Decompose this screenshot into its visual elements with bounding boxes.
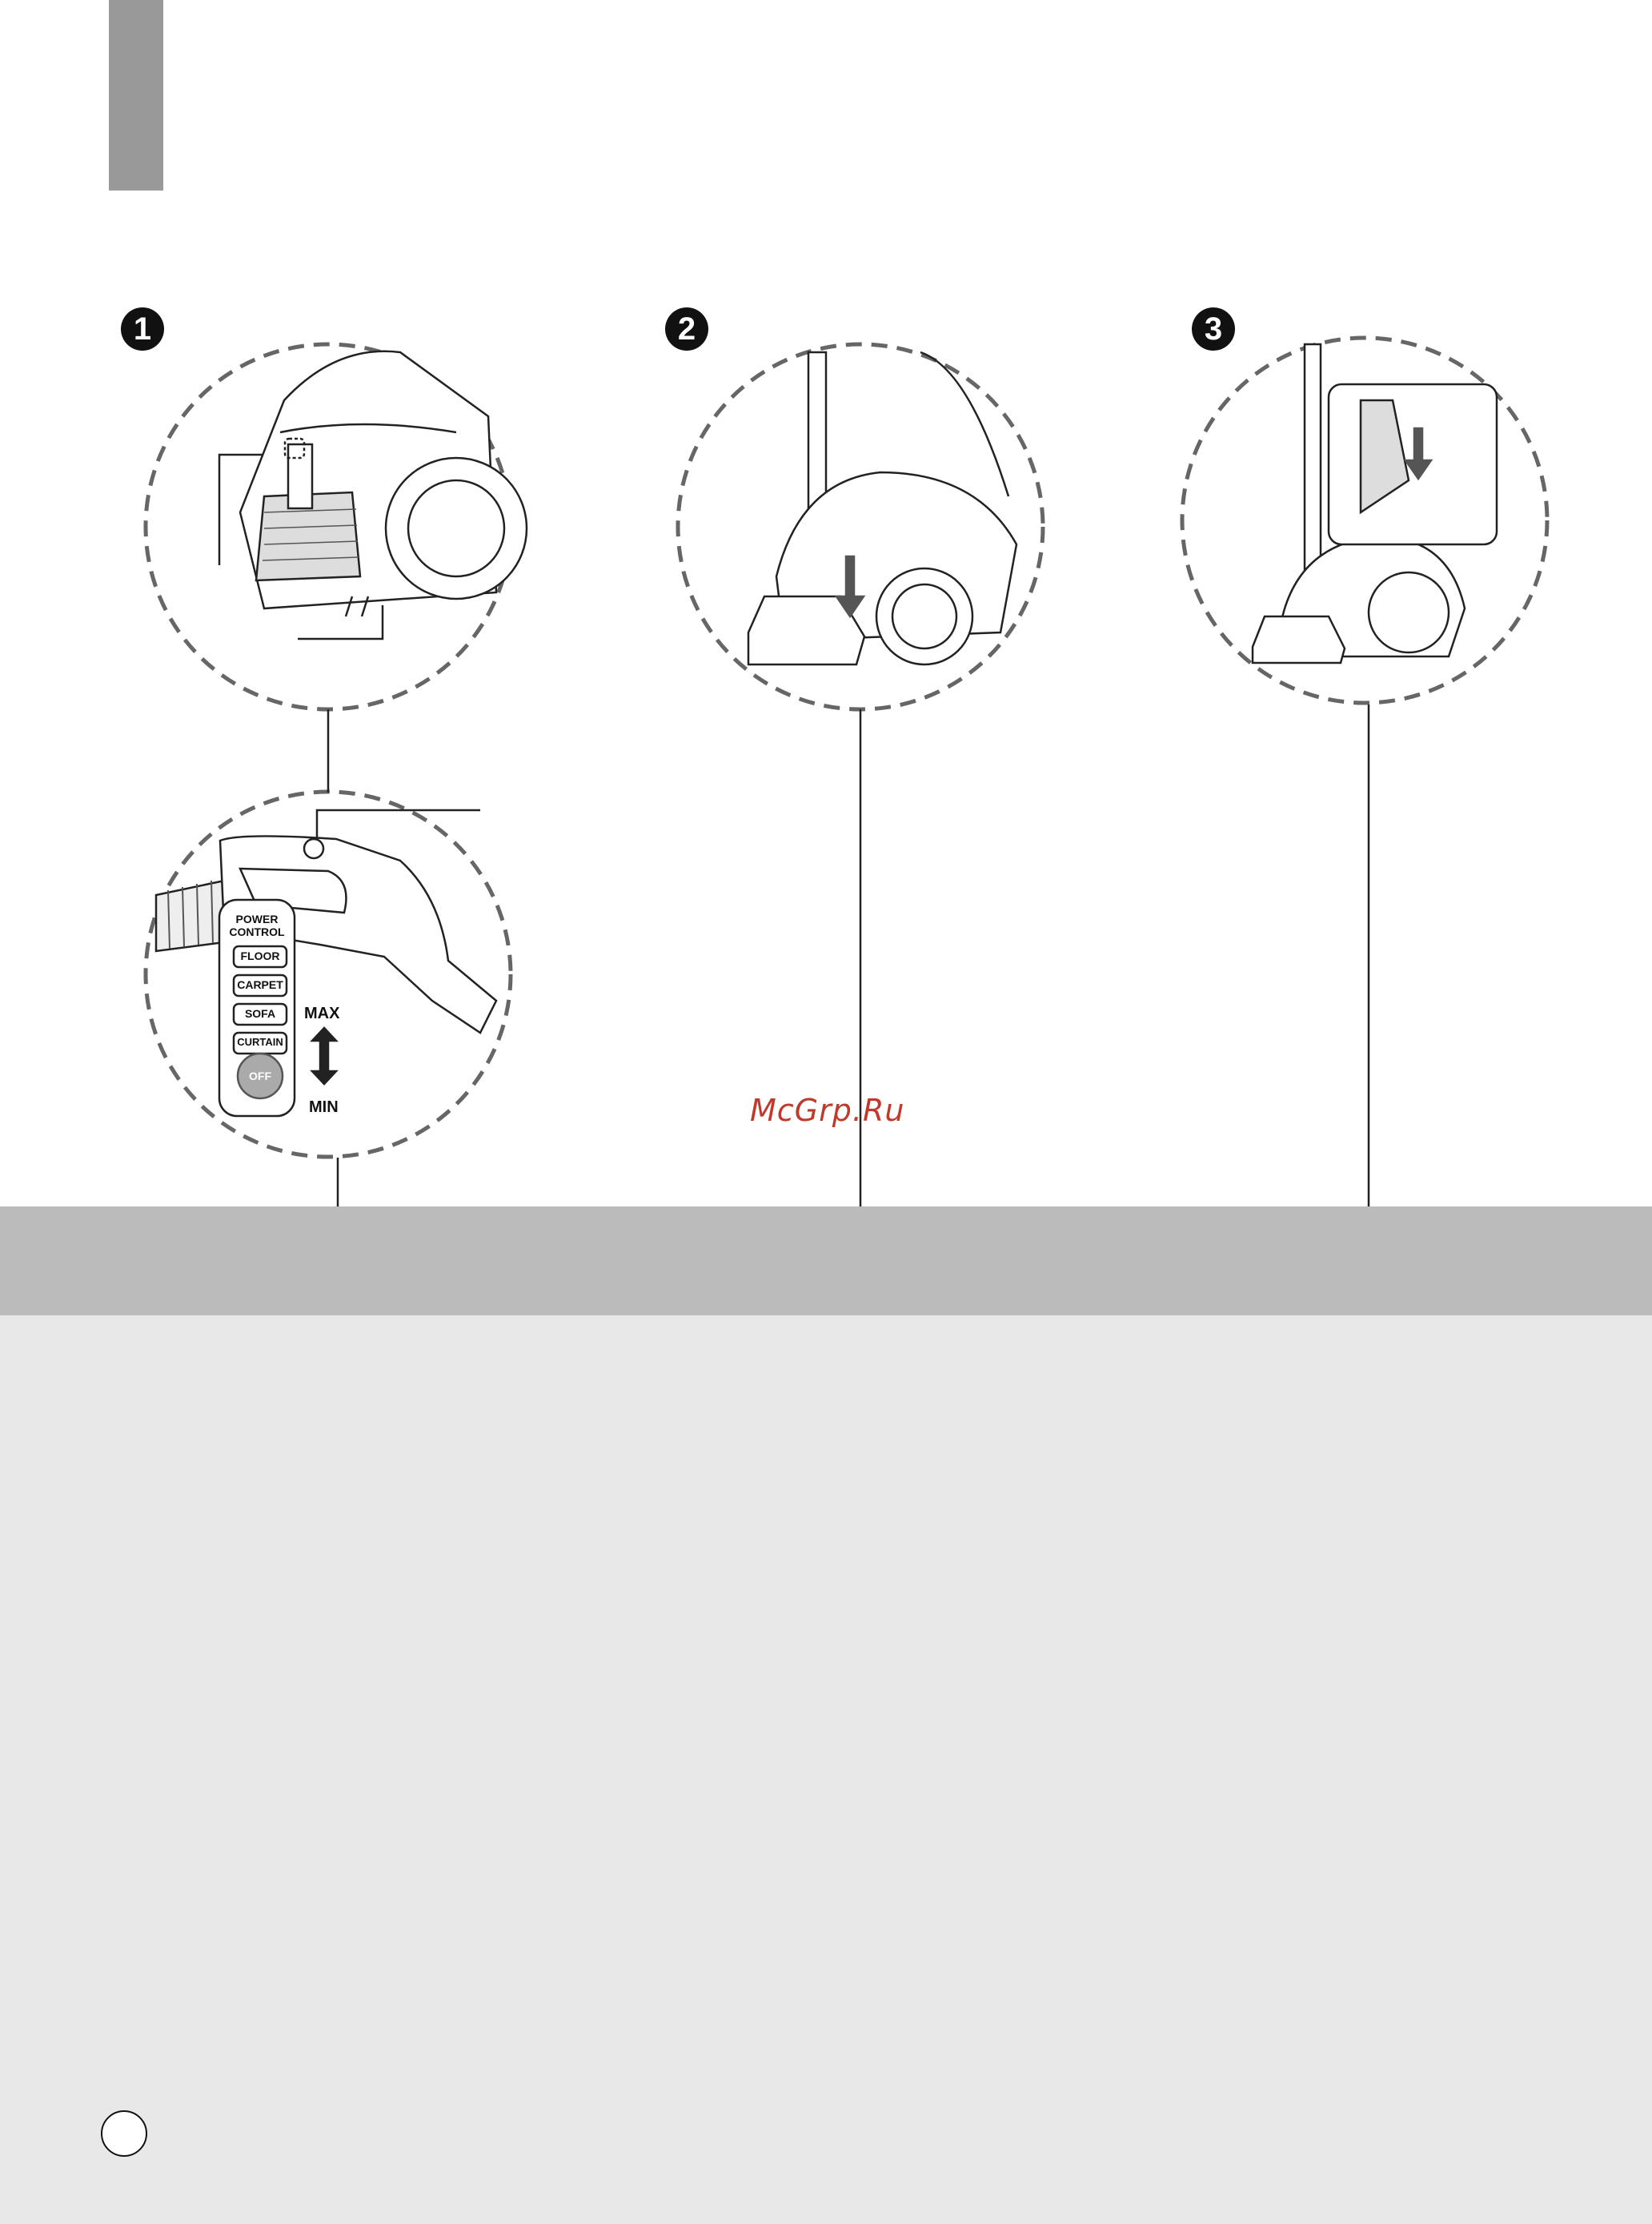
off-button-label: OFF: [249, 1070, 271, 1082]
sofa-button-label: SOFA: [244, 1007, 276, 1020]
step-3-badge: 3: [1192, 307, 1235, 351]
vacuum-nozzle-park-illustration: [748, 352, 1016, 664]
carpet-button-label: CARPET: [237, 978, 283, 991]
max-label: MAX: [304, 1005, 340, 1022]
watermark: McGrp.Ru: [750, 1093, 905, 1128]
min-label: MIN: [309, 1098, 339, 1116]
header-band: [0, 1206, 1652, 1315]
step-2-badge: 2: [665, 307, 708, 351]
page-number-circle: [101, 2110, 147, 2157]
content-panel: [0, 1315, 1652, 2224]
floor-button-label: FLOOR: [240, 949, 280, 962]
step-1-badge: 1: [121, 307, 164, 351]
vacuum-nozzle-stored-illustration: [1253, 344, 1497, 663]
curtain-button-label: CURTAIN: [237, 1036, 283, 1048]
hose-handle-illustration: [156, 836, 496, 1116]
power-control-title: POWER CONTROL: [229, 913, 285, 938]
vacuum-body-front-illustration: [240, 351, 527, 616]
